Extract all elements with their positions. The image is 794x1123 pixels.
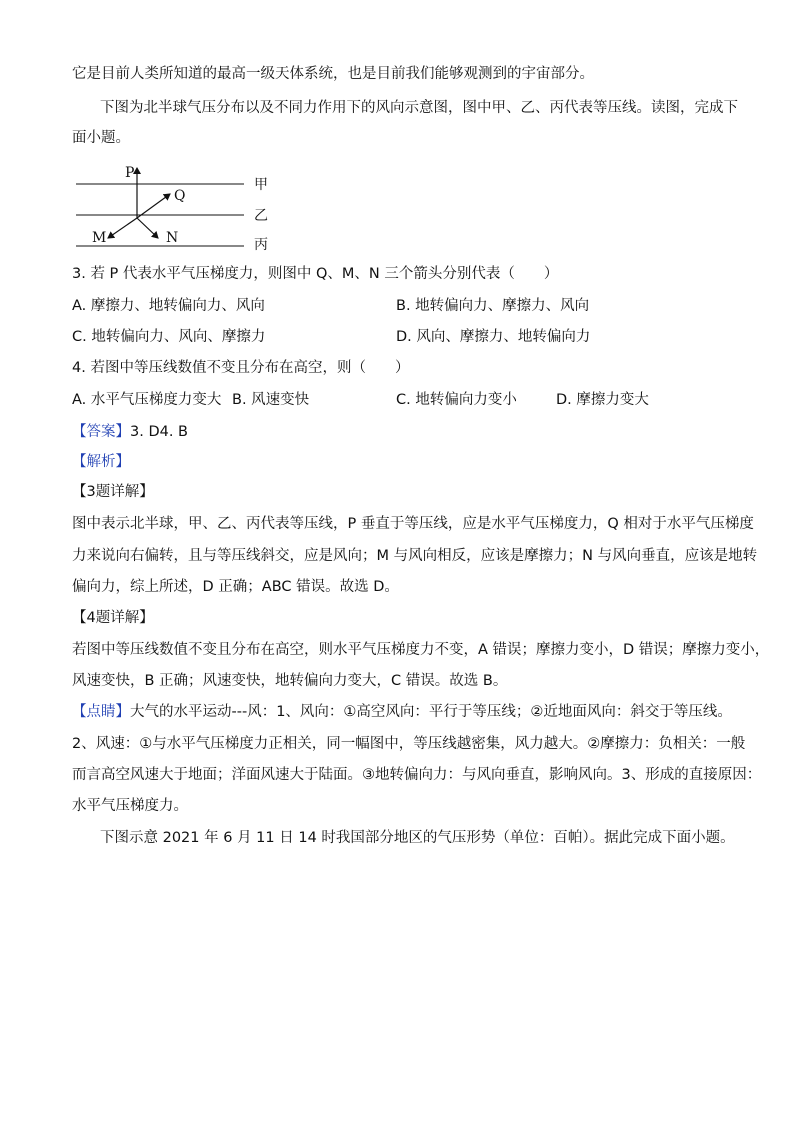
q3-option-d: D. 风向、摩擦力、地转偏向力 [396,329,591,345]
isobar-label-yi: 乙 [254,208,268,224]
analysis-label: 【解析】 [72,454,130,470]
question-intro-line2: 面小题。 [72,130,130,146]
detail3-line: 图中表示北半球，甲、乙、丙代表等压线，P 垂直于等压线，应是水平气压梯度力，Q 相对于水平气压梯度 [72,516,754,532]
tip-label: 【点睛】 [72,704,130,720]
intro-text: 它是目前人类所知道的最高一级天体系统，也是目前我们能够观测到的宇宙部分。 [72,66,594,82]
q3-stem: 3. 若 P 代表水平气压梯度力，则图中 Q、M、N 三个箭头分别代表（ ） [72,266,559,282]
next-question-intro: 下图示意 2021 年 6 月 11 日 14 时我国部分地区的气压形势（单位：百帕）。据此完成下面小题。 [100,830,735,846]
detail4-label: 【4题详解】 [72,610,154,626]
detail4-line: 风速变快，B 正确；风速变快，地转偏向力变大，C 错误。故选 B。 [72,673,508,689]
q4-option-c: C. 地转偏向力变小 [396,392,517,408]
q4-option-a: A. 水平气压梯度力变大 [72,392,222,408]
tip-line: 水平气压梯度力。 [72,798,188,814]
arrow-m [108,218,137,238]
q3-option-b: B. 地转偏向力、摩擦力、风向 [396,298,590,314]
label-m: M [92,230,107,246]
answer-label: 【答案】 [72,424,130,440]
q4-option-b: B. 风速变快 [232,392,310,408]
q3-option-c: C. 地转偏向力、风向、摩擦力 [72,329,266,345]
tip-line: 2、风速：①与水平气压梯度力正相关，同一幅图中，等压线越密集，风力越大。②摩擦力：负相关：一般 [72,736,746,752]
isobar-label-bing: 丙 [254,237,268,252]
answer-text: 3. D4. B [130,424,188,440]
answer-line [72,422,188,442]
q4-stem: 4. 若图中等压线数值不变且分布在高空，则（ ） [72,360,410,376]
detail3-line: 力来说向右偏转，且与等压线斜交，应是风向；M 与风向相反，应该是摩擦力；N 与风向垂直，应该是地转 [72,548,758,564]
label-n: N [166,230,179,246]
q3-option-a: A. 摩擦力、地转偏向力、风向 [72,298,265,314]
label-q: Q [174,188,186,204]
q4-option-d: D. 摩擦力变大 [556,392,649,408]
isobar-label-jia: 甲 [254,177,268,193]
arrow-q [137,194,170,218]
tip-line: 而言高空风速大于地面；洋面风速大于陆面。③地转偏向力：与风向垂直，影响风向。3、形成的直接原因： [72,767,762,783]
detail4-line: 若图中等压线数值不变且分布在高空，则水平气压梯度力不变，A 错误；摩擦力变小，D 错误；摩擦力变小， [72,642,770,658]
detail3-line: 偏向力，综上所述，D 正确；ABC 错误。故选 D。 [72,579,399,595]
question-intro-line1: 下图为北半球气压分布以及不同力作用下的风向示意图，图中甲、乙、丙代表等压线。读图，完成下 [100,100,738,116]
detail3-label: 【3题详解】 [72,484,154,500]
tip-first-line [72,702,732,722]
label-p: P [125,165,135,181]
wind-force-diagram [72,160,272,252]
tip-first-text: 大气的水平运动---风：1、风向：①高空风向：平行于等压线；②近地面风向：斜交于等压线。 [130,704,732,720]
arrow-n [137,218,158,238]
